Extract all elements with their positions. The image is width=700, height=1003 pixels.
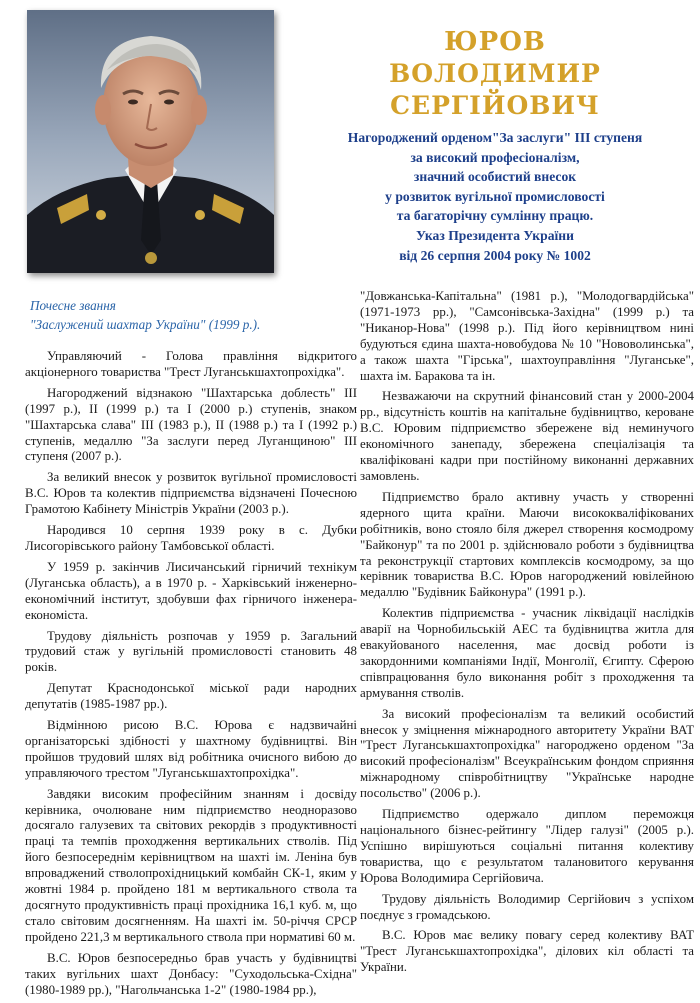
award-line: значний особистий внесок <box>413 169 577 185</box>
bio-paragraph: В.С. Юров має велику повагу серед колективу ВАТ "Трест Луганськшахтопрохідка", ділових кіл області та України. <box>360 928 694 975</box>
award-line: та багаторічну сумлінну працю. <box>396 208 594 224</box>
bio-paragraph: Трудову діяльність розпочав у 1959 р. Загальний трудовий стаж у вугільній промисловості становить 48 років. <box>25 628 357 675</box>
person-name-header <box>300 26 690 122</box>
given-names: ВОЛОДИМИР СЕРГІЙОВИЧ <box>389 59 601 120</box>
honorary-title-value: "Заслужений шахтар України" (1999 р.). <box>30 317 261 332</box>
bio-paragraph: Колектив підприємства - учасник ліквідації наслідків аварії на Чорнобильській АЕС та будівництва житла для евакуйованого населення, має досвід роботи із закордонними компаніями Індії, Монголії, Єгипту. Сферою співпрацювання було виконання робіт з проходження та армування стволів. <box>360 606 694 700</box>
surname: ЮРОВ <box>444 27 546 57</box>
biography-left-column <box>25 349 357 1003</box>
bio-paragraph: Управляючий - Голова правління відкритого акціонерного товариства "Трест Луганськшахтопрохідка". <box>25 349 357 379</box>
bio-paragraph: Підприємство одержало диплом переможця національного бізнес-рейтингу "Лідер галузі" (2005 р.). Успішно вирішуються соціальні питання колективу товариства, що є результатом талановитого керування Юрова Володимира Сергійовича. <box>360 807 694 885</box>
bio-paragraph: За великий внесок у розвиток вугільної промисловості В.С. Юров та колектив підприємства відзначені Почесною Грамотою Кабінету Міністрів України (2003 р.). <box>25 470 357 517</box>
biography-right-column <box>360 289 694 981</box>
bio-paragraph: За високий професіоналізм та великий особистий внесок у зміцнення міжнародного авторитету України ВАТ "Трест Луганськшахтопрохідка" нагороджено орденом "За високий професіоналізм" Всеукраїнським фондом сприяння міжнародному співробітництву "Українське народне посольство" (2006 р.). <box>360 706 694 801</box>
award-line: від 26 серпня 2004 року № 1002 <box>399 247 591 263</box>
award-line: за високий професіоналізм, <box>410 149 580 165</box>
bio-paragraph: Незважаючи на скрутний фінансовий стан у 2000-2004 рр., відсутність коштів на капітальне будівництво, кероване В.С. Юровим підприємство збережене від неминучого економічного занепаду, збережена спеціалізація та кваліфіковані кадри при постійному виконанні державних замовлень. <box>360 389 694 483</box>
bio-paragraph: В.С. Юров безпосередньо брав участь у будівництві таких вугільних шахт Донбасу: "Суходольська-Східна" (1980-1989 рр.), "Нагольчанська 1-2" (1980-1984 рр.), <box>25 950 357 997</box>
award-line: Указ Президента України <box>416 227 574 243</box>
bio-paragraph: У 1959 р. закінчив Лисичанський гірничий технікум (Луганська область), а в 1970 р. - Харківський інженерно-економічний інститут, здобувши фах гірничого інженера-економіста. <box>25 559 357 622</box>
award-line: Нагороджений орденом"За заслуги" ІІІ ступеня <box>347 130 643 145</box>
bio-paragraph: Народився 10 серпня 1939 року в с. Дубки Лисогорівського району Тамбовської області. <box>25 523 357 553</box>
bio-paragraph: Підприємство брало активну участь у створенні ядерного щита країни. Маючи висококваліфікованих робітників, воно стояло біля джерел створення космодрому "Байконур" та по 2001 р. здійснювало роботи з будівництва та реконструкції стартових комплексів космодрому, за що керівник товариства В.С. Юров нагороджений ювілейною медаллю "Будівник Байконура" (1991 р.). <box>360 489 694 600</box>
award-line: у розвиток вугільної промисловості <box>385 188 605 204</box>
bio-paragraph: "Довжанська-Капітальна" (1981 р.), "Молодогвардійська" (1971-1973 рр.), "Самсонівська-Західна" (1999 р.) та "Никанор-Нова" (1998 р.). Під його керівництвом нині будуються єдина шахта-новобудова № 10 "Нововолинська", а також шахта "Гірська", шахтоуправління "Луганське", шахта ім. Баракова та ін. <box>360 289 694 383</box>
portrait-illustration <box>27 10 274 273</box>
award-citation <box>305 128 685 265</box>
bio-paragraph: Відмінною рисою В.С. Юрова є надзвичайні організаторські здібності у шахтному будівництві. Він пройшов трудовий шлях від робітника очисного вибою до управляючого трестом "Луганськшахтопрохідка". <box>25 718 357 780</box>
honorary-title-label: Почесне звання <box>30 298 116 313</box>
bio-paragraph: Депутат Краснодонської міської ради народних депутатів (1985-1987 рр.). <box>25 681 357 712</box>
bio-paragraph: Нагороджений відзнакою "Шахтарська доблесть" ІІІ (1997 р.), ІІ (1999 р.) та І (2000 р.) ступенів, знаком "Шахтарська слава" ІІІ (1983 р.), ІІ (1988 р.) та І (1992 р.) ступенів, медаллю "За заслуги перед Луганщиною" ІІІ ступеня (2007 р.). <box>25 385 357 464</box>
bio-paragraph: Трудову діяльність Володимир Сергійович з успіхом поєднує з громадською. <box>360 891 694 922</box>
honorary-title <box>30 296 350 334</box>
portrait-photo <box>27 10 274 273</box>
bio-paragraph: Завдяки високим професійним знанням і досвіду керівника, очолюване ним підприємство неодноразово досягало галузевих та світових рекордів з продуктивності праці та темпів проходження вертикальних стволів. Під його безпосереднім керівництвом на шахті ім. Леніна був впроваджений стволопрохідницький комбайн СК-1, яким у жовтні 1984 р. пройдено 181 м вертикального ствола та досягнуто продуктивність праці прохідника 16,1 куб. м, що стало світовим досягненням. На шахті ім. 50-річчя СРСР пройдено 221,3 м вертикального ствола при нормативі 60 м. <box>25 786 357 944</box>
